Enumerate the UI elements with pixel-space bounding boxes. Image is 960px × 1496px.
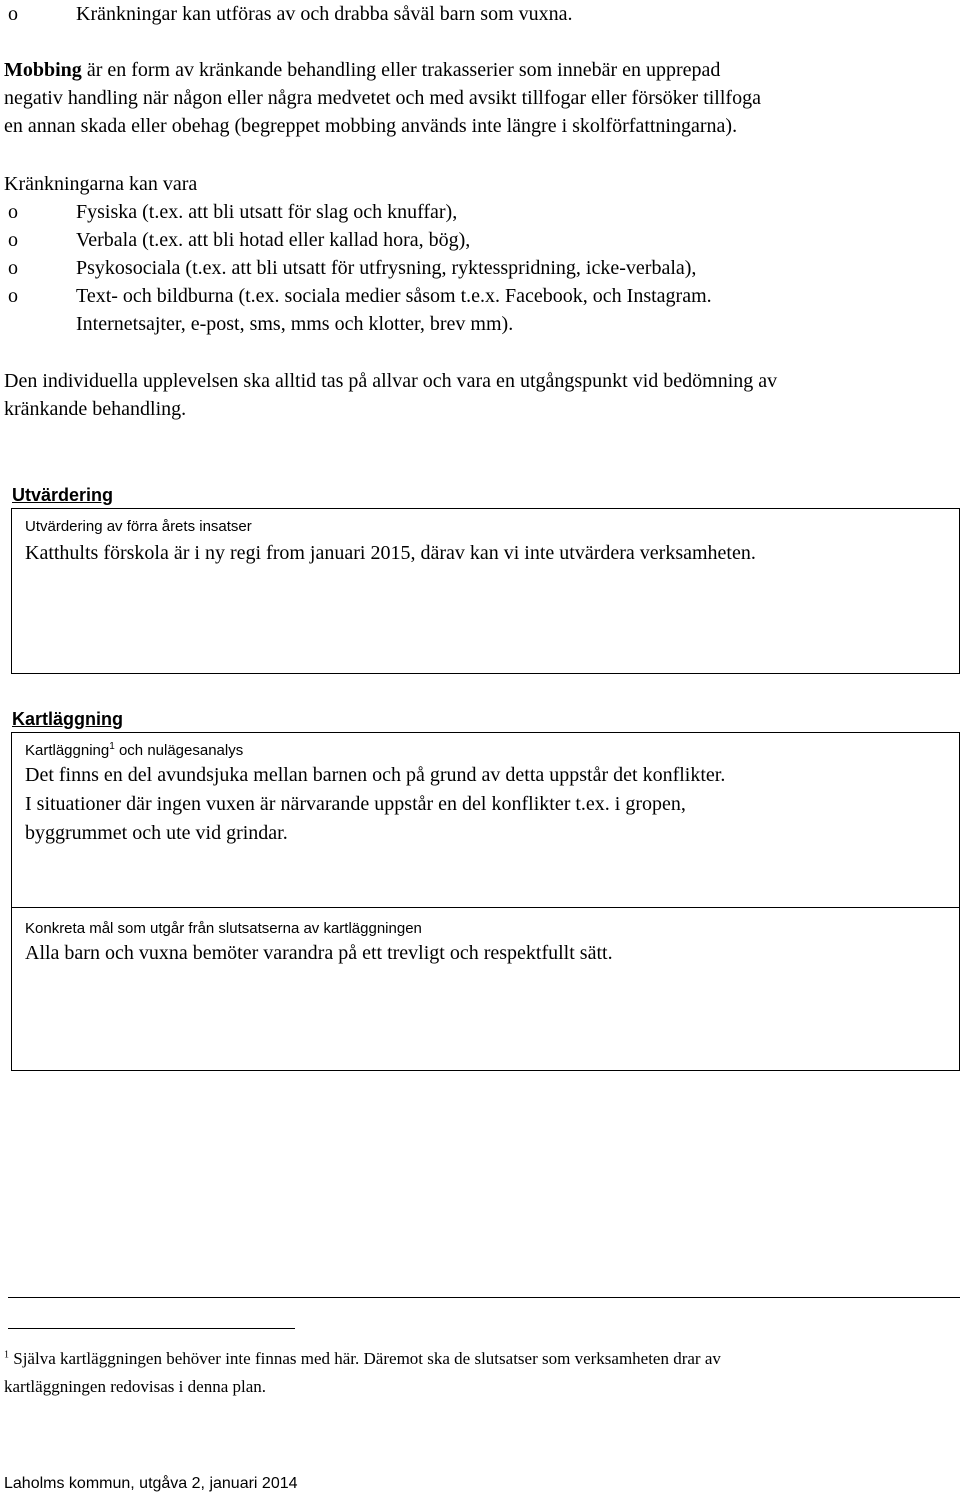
kartlaggning-line: Det finns en del avundsjuka mellan barnen och på grund av detta uppstår det konflikter. [25,764,726,786]
footnote-number: 1 [4,1349,9,1361]
individual-line1: Den individuella upplevelsen ska alltid tas på allvar och vara en utgångspunkt vid bedömning av [4,370,778,392]
page-footer: Laholms kommun, utgåva 2, januari 2014 [4,1475,298,1492]
list-item [8,254,696,282]
list-item [8,282,712,310]
mobbing-line2: negativ handling när någon eller några medvetet och med avsikt tillfogar eller försöker tillfoga [4,87,761,109]
utvardering-box [11,508,960,674]
mobbing-line1: är en form av kränkande behandling eller trakasserier som innebär en upprepad [81,59,721,81]
bullet-text: Kränkningar kan utföras av och drabba såväl barn som vuxna. [76,3,573,25]
kartlaggning-line: I situationer där ingen vuxen är närvarande uppstår en del konflikter t.ex. i gropen, [25,793,686,815]
individual-paragraph [4,367,954,423]
kartlaggning-label-rest: och nulägesanalys [114,742,244,759]
top-bullet [8,0,573,28]
krankningar-heading: Kränkningarna kan vara [4,173,198,195]
list-item-text: Psykosociala (t.ex. att bli utsatt för utfrysning, ryktesspridning, icke-verbala), [76,257,697,279]
goals-box-label: Konkreta mål som utgår från slutsatserna av kartläggningen [25,920,422,937]
bullet-marker: o [8,201,18,223]
footnote-line2: kartläggningen redovisas i denna plan. [4,1377,267,1396]
footnote-line1: Själva kartläggningen behöver inte finnas med här. Däremot ska de slutsatser som verksamheten drar av [9,1349,721,1368]
mobbing-paragraph [4,56,954,140]
goals-box-text: Alla barn och vuxna bemöter varandra på ett trevligt och respektfullt sätt. [25,942,613,964]
footnote-separator [8,1328,295,1329]
bullet-marker: o [8,3,18,25]
list-item [8,226,470,254]
list-item-text: Fysiska (t.ex. att bli utsatt för slag och knuffar), [76,201,458,223]
page-divider [8,1297,960,1298]
goals-box [11,907,960,1071]
kartlaggning-title: Kartläggning [12,709,123,729]
individual-line2: kränkande behandling. [4,398,187,420]
mobbing-line3: en annan skada eller obehag (begreppet mobbing används inte längre i skolförfattningarna). [4,115,738,137]
kartlaggning-box-text [25,761,725,848]
utvardering-box-label: Utvärdering av förra årets insatser [25,518,252,535]
list-item-text: Verbala (t.ex. att bli hotad eller kallad hora, bög), [76,229,471,251]
kartlaggning-label-text: Kartläggning [25,742,110,759]
bullet-marker: o [8,285,18,307]
utvardering-title: Utvärdering [12,485,114,505]
list-item [8,198,457,226]
kartlaggning-line: byggrummet och ute vid grindar. [25,822,288,844]
footnote [4,1345,721,1401]
bullet-marker: o [8,257,18,279]
kartlaggning-box [11,732,960,908]
bullet-marker: o [8,229,18,251]
mobbing-bold-word: Mobbing [4,59,82,81]
list-continuation: Internetsajter, e-post, sms, mms och klotter, brev mm). [76,313,514,335]
list-item-text: Text- och bildburna (t.ex. sociala medier såsom t.e.x. Facebook, och Instagram. [76,285,712,307]
utvardering-box-text: Katthults förskola är i ny regi from januari 2015, därav kan vi inte utvärdera verksamheten. [25,542,756,564]
kartlaggning-box-label [25,742,243,760]
footnote-ref: 1 [109,741,115,752]
